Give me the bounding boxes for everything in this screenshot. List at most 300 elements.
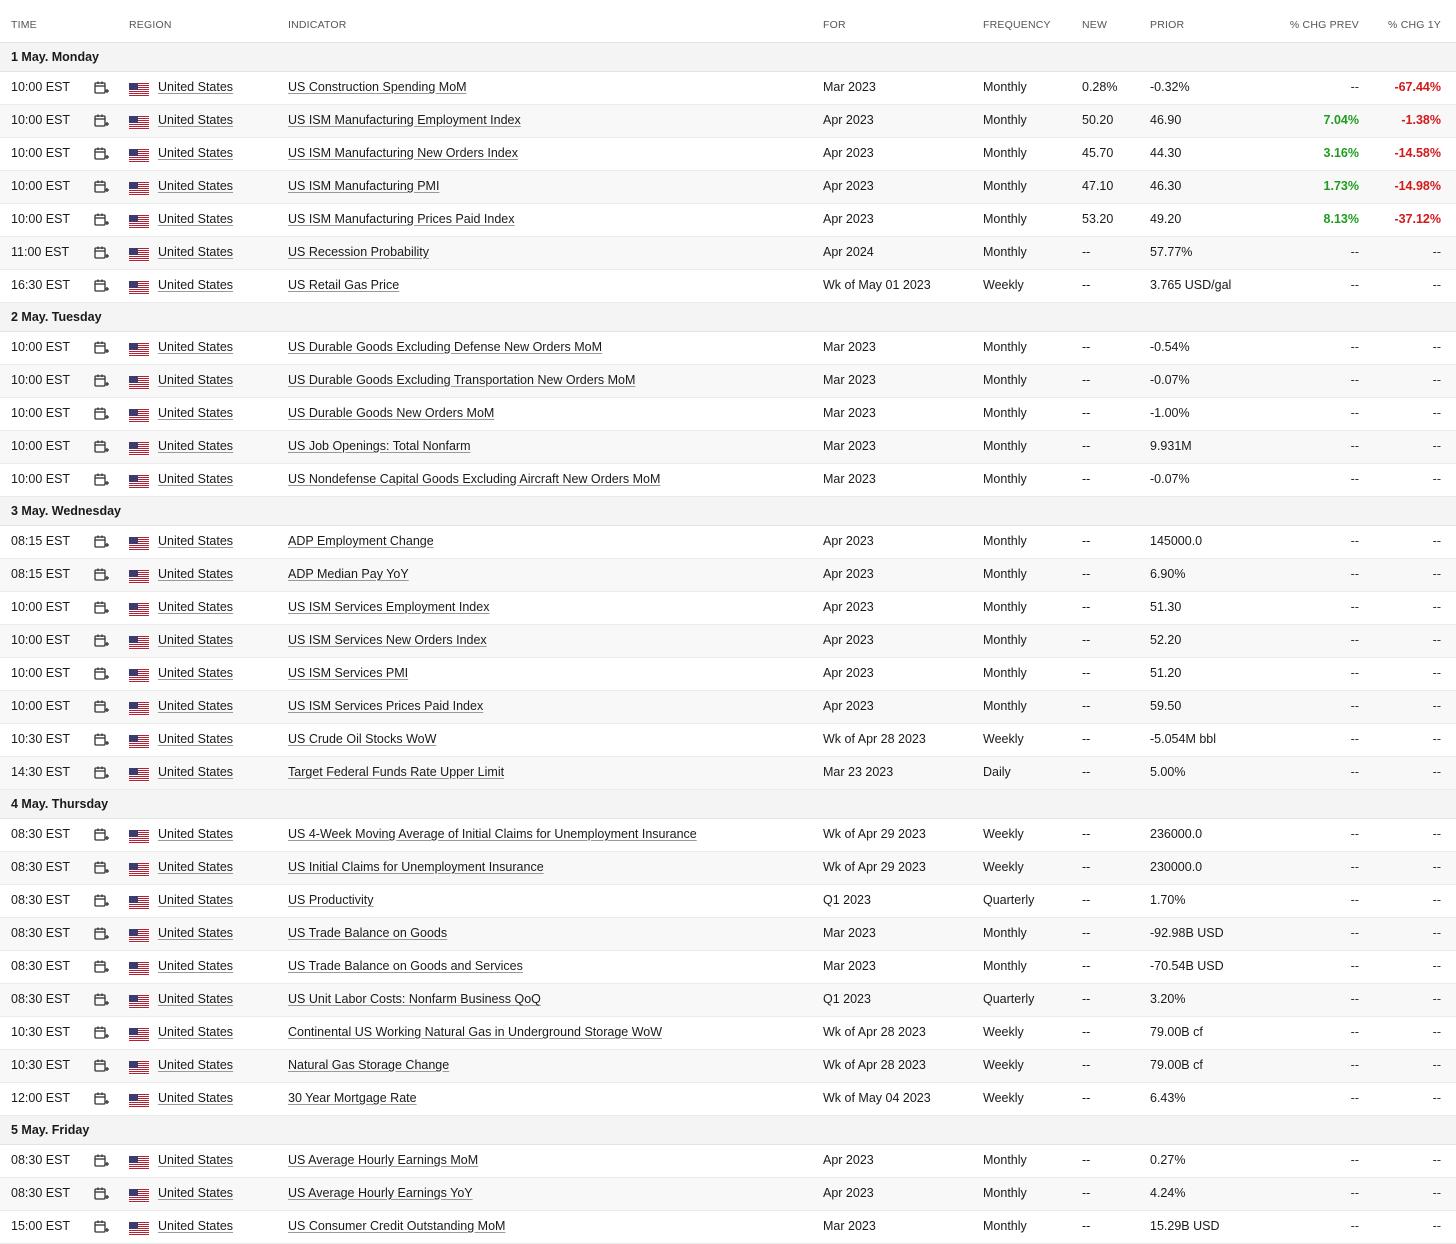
- indicator-link[interactable]: US Crude Oil Stocks WoW: [288, 732, 437, 746]
- table-row[interactable]: [0, 559, 1456, 592]
- period-cell: Apr 2023: [823, 633, 874, 647]
- new-value-cell: --: [1082, 245, 1091, 259]
- period-cell: Apr 2023: [823, 567, 874, 581]
- table-row[interactable]: [0, 757, 1456, 790]
- add-to-calendar-icon[interactable]: [93, 666, 109, 682]
- chg-prev-cell: --: [1350, 926, 1359, 940]
- frequency-cell: Monthly: [983, 1186, 1027, 1200]
- region-link[interactable]: United States: [158, 113, 234, 127]
- table-row[interactable]: [0, 464, 1456, 497]
- table-row[interactable]: [0, 1178, 1456, 1211]
- prior-value-cell: 145000.0: [1150, 534, 1203, 548]
- us-flag-icon: [129, 995, 149, 1009]
- region-link[interactable]: United States: [158, 992, 234, 1006]
- chg-prev-cell: 1.73%: [1323, 179, 1359, 193]
- new-value-cell: --: [1082, 406, 1091, 420]
- table-row[interactable]: [0, 1050, 1456, 1083]
- indicator-link[interactable]: US ISM Manufacturing New Orders Index: [288, 146, 518, 160]
- add-to-calendar-icon[interactable]: [93, 212, 109, 228]
- region-link[interactable]: United States: [158, 340, 234, 354]
- day-rows: [0, 332, 1456, 497]
- add-to-calendar-icon[interactable]: [93, 1058, 109, 1074]
- prior-value-cell: 5.00%: [1150, 765, 1186, 779]
- time-cell: 08:30 EST: [11, 827, 71, 841]
- new-value-cell: --: [1082, 1091, 1091, 1105]
- region-link[interactable]: United States: [158, 472, 234, 486]
- period-cell: Mar 23 2023: [823, 765, 894, 779]
- chg-prev-cell: --: [1350, 1058, 1359, 1072]
- region-link[interactable]: United States: [158, 278, 234, 292]
- indicator-link[interactable]: US Consumer Credit Outstanding MoM: [288, 1219, 506, 1233]
- table-row[interactable]: [0, 951, 1456, 984]
- time-cell: 08:30 EST: [11, 992, 71, 1006]
- prior-value-cell: 4.24%: [1150, 1186, 1186, 1200]
- table-row[interactable]: [0, 885, 1456, 918]
- new-value-cell: 53.20: [1082, 212, 1114, 226]
- period-cell: Wk of Apr 28 2023: [823, 1058, 926, 1072]
- day-header: [0, 43, 1456, 72]
- region-link[interactable]: United States: [158, 600, 234, 614]
- col-header-region[interactable]: REGION: [129, 19, 172, 31]
- indicator-link[interactable]: Target Federal Funds Rate Upper Limit: [288, 765, 505, 779]
- chg-1y-cell: --: [1432, 732, 1441, 746]
- time-cell: 08:30 EST: [11, 860, 71, 874]
- frequency-cell: Monthly: [983, 1153, 1027, 1167]
- frequency-cell: Weekly: [983, 827, 1024, 841]
- table-row[interactable]: [0, 691, 1456, 724]
- table-row[interactable]: [0, 171, 1456, 204]
- time-cell: 08:30 EST: [11, 926, 71, 940]
- indicator-link[interactable]: US Retail Gas Price: [288, 278, 400, 292]
- chg-prev-cell: --: [1350, 534, 1359, 548]
- table-row[interactable]: [0, 1083, 1456, 1116]
- chg-prev-cell: --: [1350, 1219, 1359, 1233]
- chg-1y-cell: -14.98%: [1394, 179, 1441, 193]
- us-flag-icon: [129, 248, 149, 262]
- chg-prev-cell: --: [1350, 406, 1359, 420]
- region-link[interactable]: United States: [158, 1186, 234, 1200]
- region-link[interactable]: United States: [158, 732, 234, 746]
- prior-value-cell: 44.30: [1150, 146, 1182, 160]
- add-to-calendar-icon[interactable]: [93, 146, 109, 162]
- indicator-link[interactable]: US Unit Labor Costs: Nonfarm Business QoQ: [288, 992, 541, 1006]
- time-cell: 08:15 EST: [11, 567, 71, 581]
- chg-prev-cell: --: [1350, 1025, 1359, 1039]
- us-flag-icon: [129, 475, 149, 489]
- table-row[interactable]: [0, 918, 1456, 951]
- chg-prev-cell: --: [1350, 666, 1359, 680]
- period-cell: Mar 2023: [823, 472, 876, 486]
- frequency-cell: Monthly: [983, 472, 1027, 486]
- add-to-calendar-icon[interactable]: [93, 827, 109, 843]
- add-to-calendar-icon[interactable]: [93, 80, 109, 96]
- chg-prev-cell: --: [1350, 600, 1359, 614]
- indicator-link[interactable]: US Initial Claims for Unemployment Insurance: [288, 860, 544, 874]
- add-to-calendar-icon[interactable]: [93, 245, 109, 261]
- region-link[interactable]: United States: [158, 860, 234, 874]
- day-rows: [0, 1145, 1456, 1244]
- prior-value-cell: 46.30: [1150, 179, 1182, 193]
- period-cell: Wk of Apr 29 2023: [823, 827, 926, 841]
- chg-prev-cell: --: [1350, 860, 1359, 874]
- region-link[interactable]: United States: [158, 534, 234, 548]
- time-cell: 08:15 EST: [11, 534, 71, 548]
- day-header: [0, 497, 1456, 526]
- indicator-link[interactable]: US Job Openings: Total Nonfarm: [288, 439, 471, 453]
- add-to-calendar-icon[interactable]: [93, 373, 109, 389]
- period-cell: Mar 2023: [823, 959, 876, 973]
- indicator-link[interactable]: US ISM Services Prices Paid Index: [288, 699, 484, 713]
- region-link[interactable]: United States: [158, 80, 234, 94]
- prior-value-cell: 3.20%: [1150, 992, 1186, 1006]
- indicator-link[interactable]: US Average Hourly Earnings YoY: [288, 1186, 473, 1200]
- add-to-calendar-icon[interactable]: [93, 1091, 109, 1107]
- period-cell: Q1 2023: [823, 893, 871, 907]
- us-flag-icon: [129, 896, 149, 910]
- new-value-cell: --: [1082, 534, 1091, 548]
- table-row[interactable]: [0, 984, 1456, 1017]
- frequency-cell: Daily: [983, 765, 1011, 779]
- chg-1y-cell: --: [1432, 439, 1441, 453]
- table-row[interactable]: [0, 237, 1456, 270]
- chg-prev-cell: --: [1350, 472, 1359, 486]
- chg-prev-cell: --: [1350, 340, 1359, 354]
- add-to-calendar-icon[interactable]: [93, 600, 109, 616]
- time-cell: 14:30 EST: [11, 765, 71, 779]
- time-cell: 08:30 EST: [11, 1186, 71, 1200]
- region-link[interactable]: United States: [158, 179, 234, 193]
- chg-prev-cell: --: [1350, 992, 1359, 1006]
- us-flag-icon: [129, 376, 149, 390]
- add-to-calendar-icon[interactable]: [93, 732, 109, 748]
- table-row[interactable]: [0, 1145, 1456, 1178]
- day-rows: [0, 526, 1456, 790]
- period-cell: Mar 2023: [823, 80, 876, 94]
- time-cell: 10:00 EST: [11, 80, 71, 94]
- time-cell: 08:30 EST: [11, 1153, 71, 1167]
- day-label: 5 May. Friday: [11, 1123, 90, 1137]
- region-link[interactable]: United States: [158, 245, 234, 259]
- region-link[interactable]: United States: [158, 212, 234, 226]
- time-cell: 10:00 EST: [11, 179, 71, 193]
- time-cell: 10:00 EST: [11, 439, 71, 453]
- region-link[interactable]: United States: [158, 373, 234, 387]
- indicator-link[interactable]: US Durable Goods Excluding Defense New Orders MoM: [288, 340, 603, 354]
- time-cell: 10:00 EST: [11, 146, 71, 160]
- chg-1y-cell: --: [1432, 926, 1441, 940]
- chg-prev-cell: --: [1350, 439, 1359, 453]
- indicator-link[interactable]: 30 Year Mortgage Rate: [288, 1091, 417, 1105]
- new-value-cell: 47.10: [1082, 179, 1114, 193]
- add-to-calendar-icon[interactable]: [93, 567, 109, 583]
- period-cell: Wk of May 01 2023: [823, 278, 931, 292]
- table-row[interactable]: [0, 398, 1456, 431]
- region-link[interactable]: United States: [158, 1153, 234, 1167]
- us-flag-icon: [129, 83, 149, 97]
- prior-value-cell: -0.07%: [1150, 472, 1190, 486]
- prior-value-cell: 230000.0: [1150, 860, 1203, 874]
- table-header: [0, 0, 1456, 43]
- chg-prev-cell: --: [1350, 1186, 1359, 1200]
- add-to-calendar-icon[interactable]: [93, 179, 109, 195]
- new-value-cell: --: [1082, 278, 1091, 292]
- prior-value-cell: 0.27%: [1150, 1153, 1186, 1167]
- us-flag-icon: [129, 1189, 149, 1203]
- prior-value-cell: -92.98B USD: [1150, 926, 1224, 940]
- prior-value-cell: 1.70%: [1150, 893, 1186, 907]
- region-link[interactable]: United States: [158, 699, 234, 713]
- day-header: [0, 303, 1456, 332]
- add-to-calendar-icon[interactable]: [93, 893, 109, 909]
- indicator-link[interactable]: US Durable Goods Excluding Transportation New Orders MoM: [288, 373, 636, 387]
- chg-prev-cell: --: [1350, 633, 1359, 647]
- frequency-cell: Monthly: [983, 245, 1027, 259]
- indicator-link[interactable]: Continental US Working Natural Gas in Underground Storage WoW: [288, 1025, 663, 1039]
- frequency-cell: Monthly: [983, 1219, 1027, 1233]
- region-link[interactable]: United States: [158, 1091, 234, 1105]
- period-cell: Mar 2023: [823, 373, 876, 387]
- frequency-cell: Monthly: [983, 373, 1027, 387]
- new-value-cell: --: [1082, 860, 1091, 874]
- indicator-link[interactable]: ADP Median Pay YoY: [288, 567, 409, 581]
- add-to-calendar-icon[interactable]: [93, 633, 109, 649]
- region-link[interactable]: United States: [158, 1025, 234, 1039]
- indicator-link[interactable]: US Recession Probability: [288, 245, 430, 259]
- chg-1y-cell: --: [1432, 860, 1441, 874]
- table-row[interactable]: [0, 431, 1456, 464]
- add-to-calendar-icon[interactable]: [93, 1219, 109, 1235]
- chg-1y-cell: --: [1432, 245, 1441, 259]
- col-header-time[interactable]: TIME: [11, 19, 37, 31]
- frequency-cell: Monthly: [983, 179, 1027, 193]
- region-link[interactable]: United States: [158, 765, 234, 779]
- indicator-link[interactable]: US Average Hourly Earnings MoM: [288, 1153, 479, 1167]
- chg-1y-cell: --: [1432, 827, 1441, 841]
- indicator-link[interactable]: US Trade Balance on Goods and Services: [288, 959, 523, 973]
- new-value-cell: --: [1082, 765, 1091, 779]
- frequency-cell: Monthly: [983, 439, 1027, 453]
- day-section: [0, 303, 1456, 497]
- chg-prev-cell: --: [1350, 1153, 1359, 1167]
- chg-prev-cell: 8.13%: [1323, 212, 1359, 226]
- prior-value-cell: -0.32%: [1150, 80, 1190, 94]
- indicator-link[interactable]: US ISM Manufacturing Employment Index: [288, 113, 521, 127]
- time-cell: 16:30 EST: [11, 278, 71, 292]
- new-value-cell: 0.28%: [1082, 80, 1118, 94]
- frequency-cell: Monthly: [983, 567, 1027, 581]
- new-value-cell: --: [1082, 893, 1091, 907]
- chg-1y-cell: -1.38%: [1401, 113, 1441, 127]
- col-header-for[interactable]: FOR: [823, 19, 846, 31]
- region-link[interactable]: United States: [158, 439, 234, 453]
- indicator-link[interactable]: US Productivity: [288, 893, 374, 907]
- indicator-link[interactable]: US 4-Week Moving Average of Initial Claims for Unemployment Insurance: [288, 827, 697, 841]
- col-header-indicator[interactable]: INDICATOR: [288, 19, 347, 31]
- region-link[interactable]: United States: [158, 633, 234, 647]
- add-to-calendar-icon[interactable]: [93, 926, 109, 942]
- add-to-calendar-icon[interactable]: [93, 992, 109, 1008]
- chg-1y-cell: --: [1432, 406, 1441, 420]
- prior-value-cell: 49.20: [1150, 212, 1182, 226]
- add-to-calendar-icon[interactable]: [93, 439, 109, 455]
- time-cell: 10:00 EST: [11, 633, 71, 647]
- us-flag-icon: [129, 409, 149, 423]
- table-row[interactable]: [0, 1211, 1456, 1244]
- new-value-cell: --: [1082, 1219, 1091, 1233]
- add-to-calendar-icon[interactable]: [93, 1186, 109, 1202]
- us-flag-icon: [129, 116, 149, 130]
- indicator-link[interactable]: US Trade Balance on Goods: [288, 926, 448, 940]
- region-link[interactable]: United States: [158, 1219, 234, 1233]
- indicator-link[interactable]: US Construction Spending MoM: [288, 80, 467, 94]
- new-value-cell: 45.70: [1082, 146, 1114, 160]
- new-value-cell: --: [1082, 827, 1091, 841]
- day-rows: [0, 819, 1456, 1116]
- new-value-cell: --: [1082, 1058, 1091, 1072]
- prior-value-cell: 15.29B USD: [1150, 1219, 1220, 1233]
- col-header-prior[interactable]: PRIOR: [1150, 19, 1185, 31]
- time-cell: 10:00 EST: [11, 472, 71, 486]
- region-link[interactable]: United States: [158, 567, 234, 581]
- chg-1y-cell: --: [1432, 534, 1441, 548]
- us-flag-icon: [129, 735, 149, 749]
- period-cell: Mar 2023: [823, 439, 876, 453]
- chg-prev-cell: 7.04%: [1323, 113, 1359, 127]
- add-to-calendar-icon[interactable]: [93, 113, 109, 129]
- table-row[interactable]: [0, 72, 1456, 105]
- table-row[interactable]: [0, 365, 1456, 398]
- new-value-cell: --: [1082, 699, 1091, 713]
- col-header-new[interactable]: NEW: [1082, 19, 1108, 31]
- frequency-cell: Weekly: [983, 732, 1024, 746]
- region-link[interactable]: United States: [158, 666, 234, 680]
- table-row[interactable]: [0, 724, 1456, 757]
- time-cell: 10:00 EST: [11, 113, 71, 127]
- table-row[interactable]: [0, 332, 1456, 365]
- table-row[interactable]: [0, 852, 1456, 885]
- table-row[interactable]: [0, 819, 1456, 852]
- us-flag-icon: [129, 1094, 149, 1108]
- prior-value-cell: -0.54%: [1150, 340, 1190, 354]
- period-cell: Apr 2023: [823, 1186, 874, 1200]
- frequency-cell: Quarterly: [983, 992, 1035, 1006]
- period-cell: Apr 2023: [823, 699, 874, 713]
- chg-1y-cell: --: [1432, 699, 1441, 713]
- prior-value-cell: 59.50: [1150, 699, 1182, 713]
- table-row[interactable]: [0, 270, 1456, 303]
- indicator-link[interactable]: ADP Employment Change: [288, 534, 434, 548]
- prior-value-cell: 52.20: [1150, 633, 1182, 647]
- period-cell: Apr 2023: [823, 1153, 874, 1167]
- chg-1y-cell: -67.44%: [1394, 80, 1441, 94]
- chg-1y-cell: --: [1432, 992, 1441, 1006]
- table-row[interactable]: [0, 526, 1456, 559]
- chg-prev-cell: --: [1350, 893, 1359, 907]
- add-to-calendar-icon[interactable]: [93, 699, 109, 715]
- prior-value-cell: 236000.0: [1150, 827, 1203, 841]
- table-row[interactable]: [0, 204, 1456, 237]
- col-header-frequency[interactable]: FREQUENCY: [983, 19, 1051, 31]
- region-link[interactable]: United States: [158, 893, 234, 907]
- time-cell: 08:30 EST: [11, 959, 71, 973]
- frequency-cell: Monthly: [983, 699, 1027, 713]
- add-to-calendar-icon[interactable]: [93, 472, 109, 488]
- indicator-link[interactable]: US ISM Services New Orders Index: [288, 633, 487, 647]
- frequency-cell: Monthly: [983, 666, 1027, 680]
- table-row[interactable]: [0, 592, 1456, 625]
- add-to-calendar-icon[interactable]: [93, 959, 109, 975]
- region-link[interactable]: United States: [158, 146, 234, 160]
- period-cell: Wk of Apr 28 2023: [823, 732, 926, 746]
- chg-prev-cell: --: [1350, 765, 1359, 779]
- indicator-link[interactable]: US Nondefense Capital Goods Excluding Aircraft New Orders MoM: [288, 472, 661, 486]
- chg-prev-cell: --: [1350, 278, 1359, 292]
- table-row[interactable]: [0, 138, 1456, 171]
- indicator-link[interactable]: US ISM Services Employment Index: [288, 600, 490, 614]
- indicator-link[interactable]: US ISM Manufacturing Prices Paid Index: [288, 212, 515, 226]
- chg-1y-cell: --: [1432, 1153, 1441, 1167]
- add-to-calendar-icon[interactable]: [93, 340, 109, 356]
- chg-1y-cell: --: [1432, 1186, 1441, 1200]
- new-value-cell: --: [1082, 439, 1091, 453]
- us-flag-icon: [129, 442, 149, 456]
- add-to-calendar-icon[interactable]: [93, 1153, 109, 1169]
- period-cell: Mar 2023: [823, 1219, 876, 1233]
- day-section: [0, 1116, 1456, 1244]
- period-cell: Apr 2023: [823, 212, 874, 226]
- us-flag-icon: [129, 863, 149, 877]
- indicator-link[interactable]: US ISM Manufacturing PMI: [288, 179, 440, 193]
- chg-1y-cell: --: [1432, 278, 1441, 292]
- table-row[interactable]: [0, 658, 1456, 691]
- new-value-cell: --: [1082, 600, 1091, 614]
- add-to-calendar-icon[interactable]: [93, 278, 109, 294]
- region-link[interactable]: United States: [158, 926, 234, 940]
- period-cell: Apr 2023: [823, 666, 874, 680]
- add-to-calendar-icon[interactable]: [93, 860, 109, 876]
- new-value-cell: --: [1082, 340, 1091, 354]
- add-to-calendar-icon[interactable]: [93, 534, 109, 550]
- frequency-cell: Weekly: [983, 1058, 1024, 1072]
- region-link[interactable]: United States: [158, 959, 234, 973]
- us-flag-icon: [129, 702, 149, 716]
- col-header-chg-1y[interactable]: % CHG 1Y: [1388, 19, 1441, 31]
- new-value-cell: --: [1082, 472, 1091, 486]
- chg-1y-cell: --: [1432, 765, 1441, 779]
- prior-value-cell: 57.77%: [1150, 245, 1193, 259]
- table-row[interactable]: [0, 625, 1456, 658]
- prior-value-cell: 6.43%: [1150, 1091, 1186, 1105]
- prior-value-cell: 51.20: [1150, 666, 1182, 680]
- region-link[interactable]: United States: [158, 827, 234, 841]
- col-header-chg-prev[interactable]: % CHG PREV: [1289, 19, 1359, 31]
- region-link[interactable]: United States: [158, 1058, 234, 1072]
- indicator-link[interactable]: US Durable Goods New Orders MoM: [288, 406, 495, 420]
- add-to-calendar-icon[interactable]: [93, 765, 109, 781]
- chg-prev-cell: --: [1350, 959, 1359, 973]
- time-cell: 10:30 EST: [11, 732, 71, 746]
- region-link[interactable]: United States: [158, 406, 234, 420]
- us-flag-icon: [129, 830, 149, 844]
- add-to-calendar-icon[interactable]: [93, 406, 109, 422]
- indicator-link[interactable]: Natural Gas Storage Change: [288, 1058, 450, 1072]
- new-value-cell: --: [1082, 992, 1091, 1006]
- add-to-calendar-icon[interactable]: [93, 1025, 109, 1041]
- indicator-link[interactable]: US ISM Services PMI: [288, 666, 409, 680]
- frequency-cell: Monthly: [983, 959, 1027, 973]
- table-row[interactable]: [0, 1017, 1456, 1050]
- table-row[interactable]: [0, 105, 1456, 138]
